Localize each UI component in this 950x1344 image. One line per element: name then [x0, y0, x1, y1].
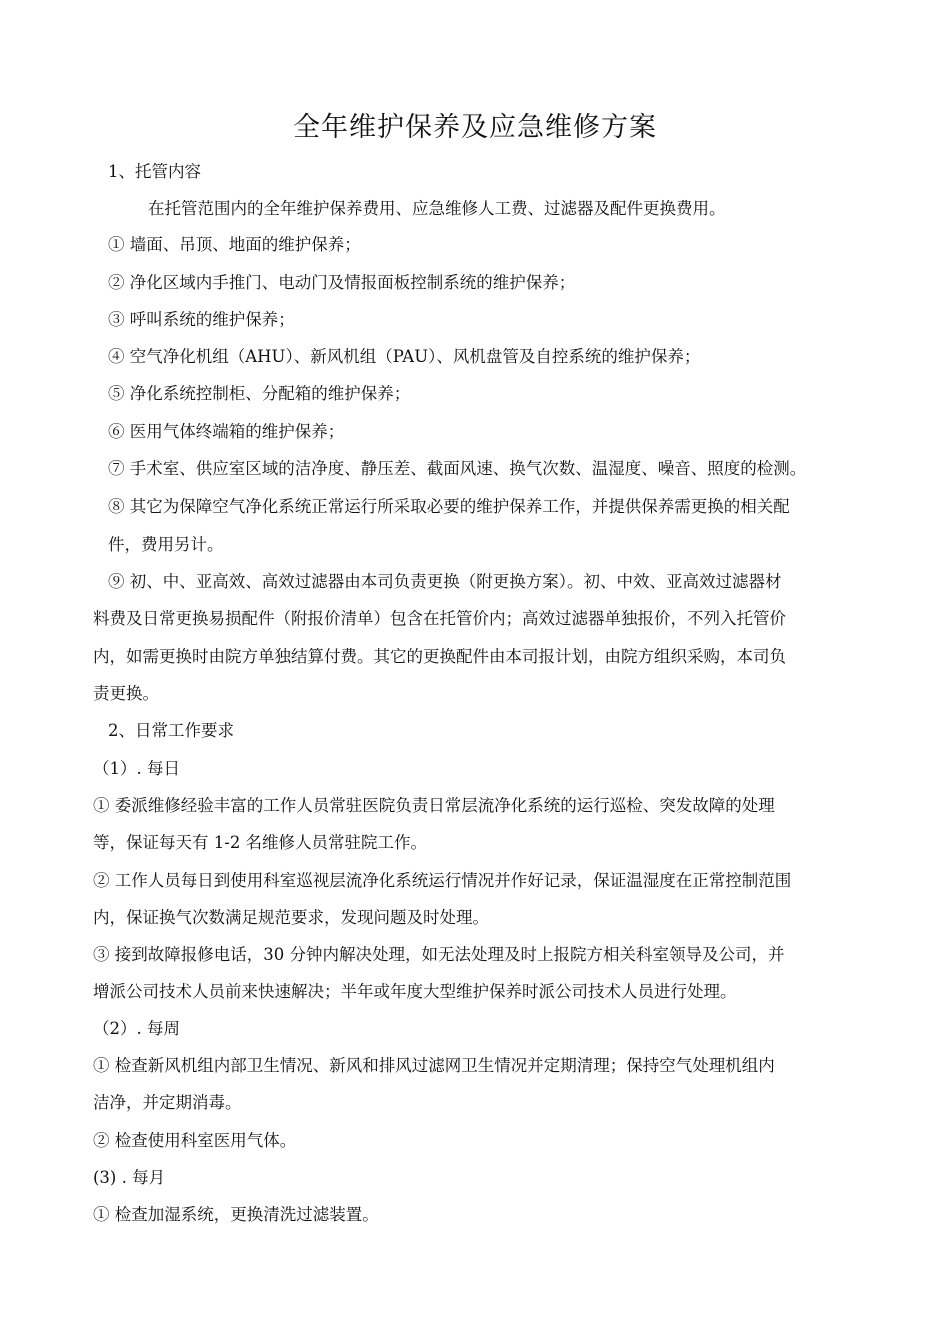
- list-item-8-line-1: ⑧ 其它为保障空气净化系统正常运行所采取必要的维护保养工作，并提供保养需更换的相关配: [108, 497, 790, 516]
- list-item-9-line-2: 料费及日常更换易损配件（附报价清单）包含在托管价内；高效过滤器单独报价，不列入托管价: [93, 609, 786, 628]
- list-item-8-line-2: 件，费用另计。: [108, 535, 224, 554]
- section1-intro: 在托管范围内的全年维护保养费用、应急维修人工费、过滤器及配件更换费用。: [148, 199, 726, 218]
- list-item-9-line-4: 责更换。: [93, 684, 159, 703]
- weekly-item-1-line-2: 洁净，并定期消毒。: [93, 1093, 242, 1112]
- daily-item-2-line-2: 内，保证换气次数满足规范要求，发现问题及时处理。: [93, 908, 489, 927]
- list-item-9-line-3: 内，如需更换时由院方单独结算付费。其它的更换配件由本司报计划，由院方组织采购，本司负: [93, 647, 786, 666]
- weekly-item-1-line-1: ① 检查新风机组内部卫生情况、新风和排风过滤网卫生情况并定期清理；保持空气处理机组内: [93, 1056, 775, 1075]
- monthly-item-1: ① 检查加湿系统，更换清洗过滤装置。: [93, 1205, 379, 1224]
- daily-item-1-line-2: 等，保证每天有 1-2 名维修人员常驻院工作。: [93, 833, 428, 852]
- daily-item-3-line-2: 增派公司技术人员前来快速解决；半年或年度大型维护保养时派公司技术人员进行处理。: [93, 982, 737, 1001]
- list-item: ⑥ 医用气体终端箱的维护保养；: [108, 422, 345, 441]
- list-item-9-line-1: ⑨ 初、中、亚高效、高效过滤器由本司负责更换（附更换方案）。初、中效、亚高效过滤器材: [108, 572, 782, 591]
- section2-heading: 2、日常工作要求: [108, 721, 234, 740]
- weekly-item-2: ② 检查使用科室医用气体。: [93, 1131, 297, 1150]
- list-item: ⑤ 净化系统控制柜、分配箱的维护保养；: [108, 384, 411, 403]
- daily-heading: （1）. 每日: [93, 759, 180, 778]
- weekly-heading: （2）. 每周: [93, 1019, 180, 1038]
- list-item: ③ 呼叫系统的维护保养；: [108, 310, 295, 329]
- monthly-heading: (3) . 每月: [93, 1168, 166, 1187]
- list-item: ① 墙面、吊顶、地面的维护保养；: [108, 235, 361, 254]
- section1-heading: 1、托管内容: [108, 162, 201, 181]
- daily-item-1-line-1: ① 委派维修经验丰富的工作人员常驻医院负责日常层流净化系统的运行巡检、突发故障的处理: [93, 796, 775, 815]
- list-item: ② 净化区域内手推门、电动门及情报面板控制系统的维护保养；: [108, 273, 576, 292]
- daily-item-2-line-1: ② 工作人员每日到使用科室巡视层流净化系统运行情况并作好记录，保证温湿度在正常控制范围: [93, 871, 792, 890]
- document-title: 全年维护保养及应急维修方案: [293, 112, 657, 143]
- list-item: ④ 空气净化机组（AHU）、新风机组（PAU）、风机盘管及自控系统的维护保养；: [108, 347, 701, 366]
- daily-item-3-line-1: ③ 接到故障报修电话，30 分钟内解决处理，如无法处理及时上报院方相关科室领导及公司，并: [93, 945, 785, 964]
- list-item: ⑦ 手术室、供应室区域的洁净度、静压差、截面风速、换气次数、温湿度、噪音、照度的检测。: [108, 459, 807, 478]
